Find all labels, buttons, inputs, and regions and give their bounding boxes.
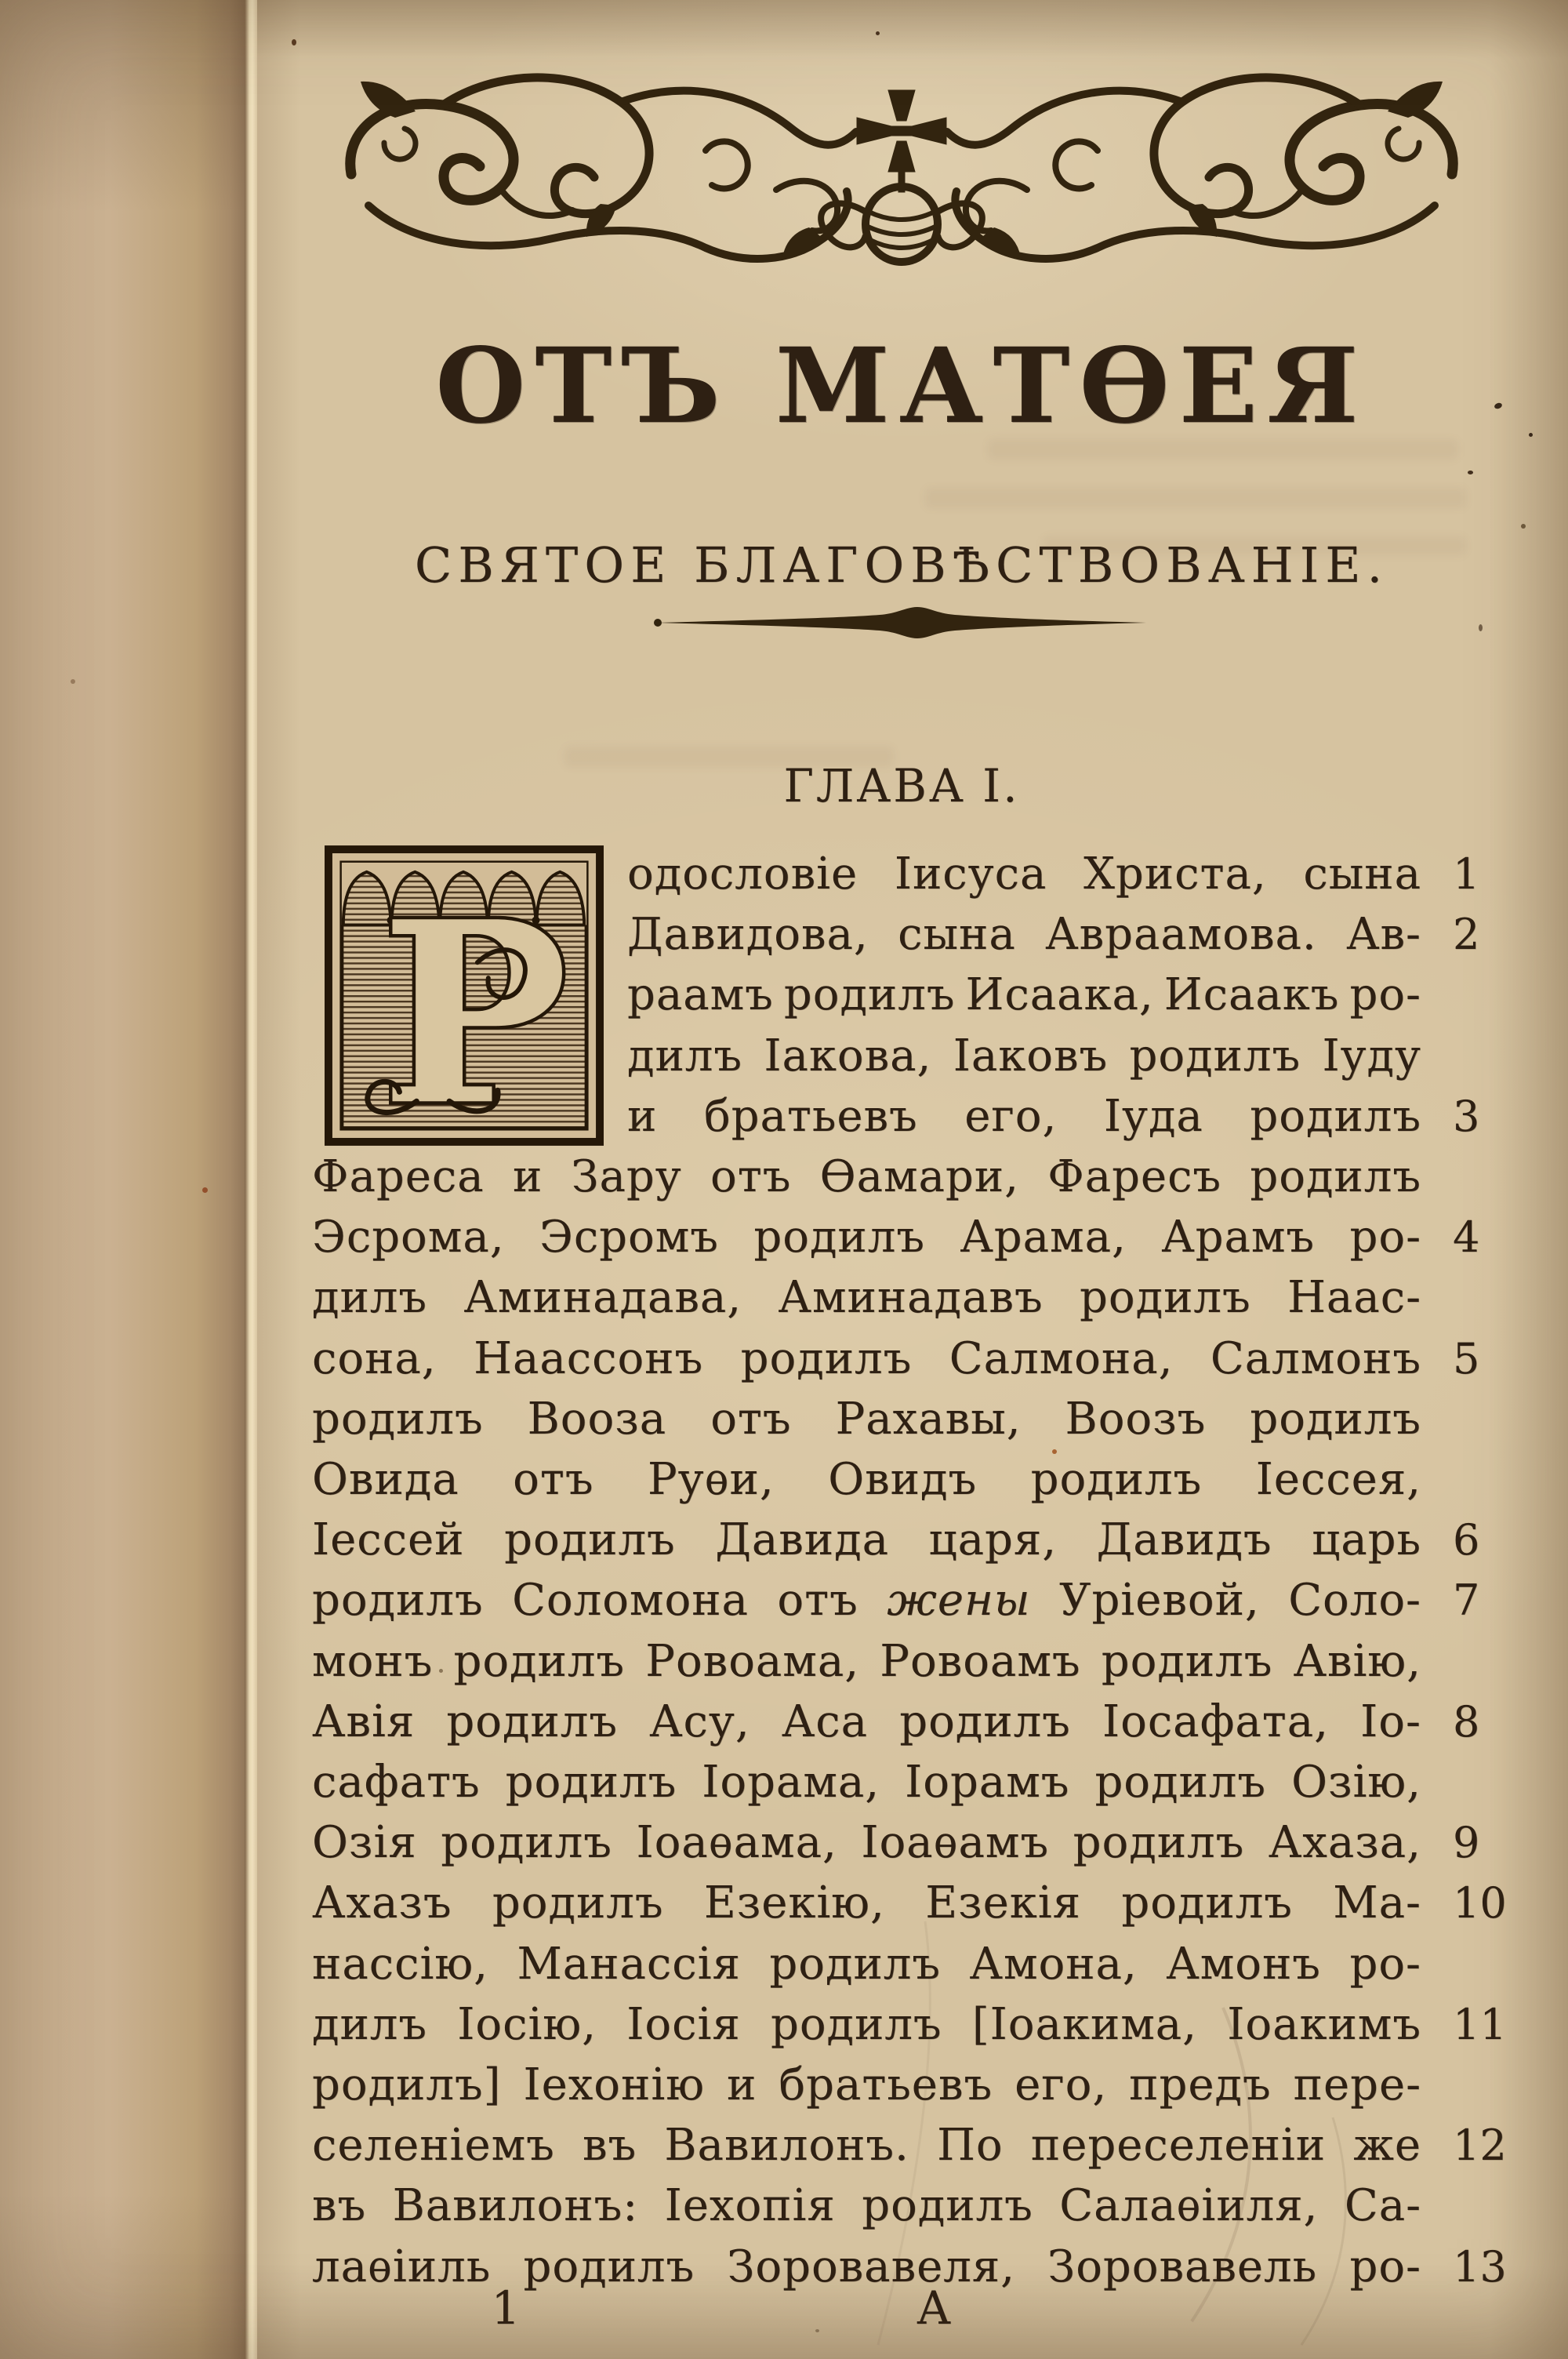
word: Соло-	[1288, 1575, 1421, 1626]
word: родилъ	[312, 1394, 484, 1445]
word: Іехонію	[523, 2059, 705, 2110]
word: Христа,	[1083, 849, 1267, 900]
paper-speck	[292, 39, 296, 45]
word: Соломона	[512, 1575, 749, 1626]
word: Исаака,	[965, 969, 1154, 1020]
text-line	[312, 1692, 1421, 1752]
footer-signature-number: 1	[491, 2281, 521, 2335]
word: родилъ	[1250, 1091, 1421, 1142]
word: Асу,	[649, 1696, 750, 1747]
text-line	[312, 1510, 1421, 1570]
word: родилъ	[1073, 1817, 1245, 1868]
word: Іуду	[1322, 1030, 1421, 1081]
text-line	[312, 1449, 1421, 1510]
word: Наас-	[1287, 1272, 1421, 1323]
word: Са-	[1344, 2180, 1421, 2231]
word: дилъ	[312, 1999, 428, 2050]
book-subtitle: СВЯТОЕ БЛАГОВѢСТВОВАНІЕ.	[414, 536, 1389, 594]
word: родилъ]	[312, 2059, 502, 2110]
word: Ав-	[1346, 909, 1421, 960]
word: ро-	[1349, 1939, 1421, 1990]
word: родилъ	[770, 1999, 942, 2050]
word: родилъ	[740, 1333, 913, 1384]
paper-speck	[439, 1669, 443, 1673]
word: и	[727, 2059, 757, 2110]
word: родилъ	[862, 2180, 1033, 2231]
paper-speck	[1052, 1449, 1057, 1454]
word: родилъ	[441, 1817, 612, 1868]
word: Вооза	[527, 1394, 667, 1445]
word: Іисуса	[894, 849, 1047, 900]
verse-number: 8	[1453, 1697, 1480, 1747]
word: монъ	[312, 1636, 434, 1687]
word: Фареса	[312, 1151, 485, 1202]
word: Авія	[312, 1696, 416, 1747]
word: Іорама,	[702, 1757, 880, 1808]
word: лаѳіиль	[312, 2241, 492, 2292]
word: Авраамова.	[1045, 909, 1317, 960]
word: братьевъ	[703, 1091, 918, 1142]
word: Эсромъ	[539, 1212, 719, 1263]
paper-speck	[1529, 433, 1533, 437]
word: ро-	[1349, 969, 1421, 1020]
word: отъ	[513, 1454, 594, 1505]
word: Іоаѳамъ	[861, 1817, 1050, 1868]
word: Руѳи,	[648, 1454, 775, 1505]
text-line	[312, 1389, 1421, 1449]
word: родилъ	[753, 1212, 925, 1263]
word: отъ	[710, 1394, 792, 1445]
paper-speck	[815, 2329, 819, 2332]
word: царя,	[928, 1514, 1058, 1565]
word: ро-	[1349, 1212, 1421, 1263]
word: Аминадавъ	[778, 1272, 1044, 1323]
word: Зоровавеля,	[727, 2241, 1015, 2292]
verse-number: 13	[1453, 2242, 1507, 2292]
word: сона,	[312, 1333, 437, 1384]
text-line	[312, 1570, 1421, 1630]
word: Зоровавель	[1047, 2241, 1318, 2292]
word: родилъ	[446, 1696, 618, 1747]
text-line	[312, 1752, 1421, 1812]
word: Овида	[312, 1454, 459, 1505]
word: Ма-	[1333, 1877, 1421, 1928]
word: жены	[887, 1575, 1031, 1626]
word: Манассія	[517, 1939, 741, 1990]
word: По	[937, 2120, 1004, 2171]
word: Арама,	[960, 1212, 1127, 1263]
word: родилъ	[453, 1636, 626, 1687]
word: Салмона,	[949, 1333, 1174, 1384]
word: Іуда	[1103, 1091, 1203, 1142]
word: Ахазъ	[312, 1877, 452, 1928]
text-line	[312, 2115, 1421, 2175]
footer-signature-letter: А	[916, 2281, 951, 2335]
word: Ровоамъ	[880, 1636, 1081, 1687]
text-line	[312, 1267, 1421, 1328]
text-line	[627, 1026, 1421, 1086]
word: родилъ	[1030, 1454, 1203, 1505]
word: сына	[898, 909, 1016, 960]
word: родилъ	[1094, 1757, 1267, 1808]
word: отъ	[710, 1151, 792, 1202]
paper-speck	[71, 679, 75, 684]
verse-number: 5	[1453, 1334, 1480, 1383]
word: родилъ	[783, 969, 956, 1020]
verse-number: 1	[1453, 849, 1480, 899]
word: Арамъ	[1161, 1212, 1316, 1263]
word: Іосію,	[457, 1999, 597, 2050]
word: Озію,	[1291, 1757, 1421, 1808]
word: родилъ	[769, 1939, 941, 1990]
word: дилъ	[627, 1030, 743, 1081]
word: и	[512, 1151, 543, 1202]
word: Давида	[715, 1514, 889, 1565]
word: родилъ	[1080, 1272, 1251, 1323]
word: Вавилонъ:	[392, 2180, 639, 2231]
word: Іессея,	[1255, 1454, 1421, 1505]
word: родилъ	[523, 2241, 695, 2292]
word: селеніемъ	[312, 2120, 555, 2171]
word: Зару	[571, 1151, 682, 1202]
text-line	[312, 1631, 1421, 1692]
word: Озія	[312, 1817, 417, 1868]
word: въ	[312, 2180, 367, 2231]
word: Іосафата,	[1102, 1696, 1329, 1747]
word: Фаресъ	[1047, 1151, 1222, 1202]
word: Наассонъ	[474, 1333, 704, 1384]
verse-number: 2	[1453, 910, 1480, 959]
word: Іоакимъ	[1227, 1999, 1421, 2050]
word: [Іоакима,	[971, 1999, 1197, 2050]
word: Давидова,	[627, 909, 869, 960]
verse-number: 3	[1453, 1092, 1480, 1141]
word: Салаѳіиля,	[1059, 2180, 1319, 2231]
word: Эсрома,	[312, 1212, 505, 1263]
verse-number: 7	[1453, 1576, 1480, 1625]
word: братьевъ	[779, 2059, 993, 2110]
word: Іоаѳама,	[636, 1817, 837, 1868]
word: Аса	[781, 1696, 869, 1747]
word: Ровоама,	[645, 1636, 860, 1687]
text-line	[312, 2055, 1421, 2115]
word: и	[627, 1091, 658, 1142]
word: царь	[1312, 1514, 1421, 1565]
word: Салмонъ	[1210, 1333, 1421, 1384]
verse-number: 4	[1453, 1212, 1480, 1262]
word: Вавилонъ.	[664, 2120, 909, 2171]
word: родилъ	[1101, 1636, 1273, 1687]
paper-speck	[1468, 471, 1473, 474]
word: же	[1353, 2120, 1421, 2171]
text-line	[312, 2175, 1421, 2236]
text-line	[312, 1994, 1421, 2055]
word: Уріевой,	[1058, 1575, 1260, 1626]
word: Езекія	[925, 1877, 1082, 1928]
book-title: ОТЪ МАТѲЕЯ	[435, 325, 1368, 447]
text-line	[312, 1873, 1421, 1933]
text-line	[312, 1207, 1421, 1267]
text-line	[312, 1147, 1421, 1207]
word: родилъ	[899, 1696, 1071, 1747]
word: родилъ	[312, 1575, 484, 1626]
word: нассію,	[312, 1939, 488, 1990]
word: дилъ	[312, 1272, 428, 1323]
word: одословіе	[627, 849, 858, 900]
word: Овидъ	[828, 1454, 978, 1505]
word: Іорамъ	[905, 1757, 1070, 1808]
word: въ	[583, 2120, 637, 2171]
text-line	[312, 1934, 1421, 1994]
drop-cap-letter: Р	[380, 867, 568, 1146]
word: Исаакъ	[1163, 969, 1340, 1020]
verse-number: 6	[1453, 1515, 1480, 1565]
word: Рахавы,	[835, 1394, 1022, 1445]
word: родилъ	[1250, 1151, 1421, 1202]
word: его,	[964, 1091, 1058, 1142]
word: отъ	[777, 1575, 858, 1626]
word: Ахаза,	[1268, 1817, 1421, 1868]
word: Іессей	[312, 1514, 465, 1565]
paper-speck	[1521, 524, 1526, 529]
verse-number: 12	[1453, 2121, 1507, 2170]
paper-speck	[1479, 624, 1483, 631]
text-line	[627, 1086, 1421, 1147]
word: родилъ	[492, 1877, 664, 1928]
text-line	[312, 1329, 1421, 1389]
word: Езекію,	[703, 1877, 885, 1928]
word: Давидъ	[1096, 1514, 1272, 1565]
word: Аминадава,	[463, 1272, 742, 1323]
word: предъ	[1129, 2059, 1272, 2110]
word: Іакова,	[764, 1030, 932, 1081]
word: родилъ	[1129, 1030, 1301, 1081]
verse-number: 9	[1453, 1818, 1480, 1867]
word: Амона,	[969, 1939, 1138, 1990]
word: Ѳамари,	[819, 1151, 1019, 1202]
word: сафатъ	[312, 1757, 481, 1808]
word: сына	[1303, 849, 1421, 900]
text-line	[312, 1812, 1421, 1873]
word: раамъ	[627, 969, 774, 1020]
text-line	[627, 965, 1421, 1025]
word: Амонъ	[1166, 1939, 1321, 1990]
chapter-heading: ГЛАВА I.	[783, 759, 1020, 812]
word: Авію,	[1293, 1636, 1421, 1687]
verse-number: 10	[1453, 1878, 1507, 1928]
word: Іо-	[1360, 1696, 1421, 1747]
word: Іехопія	[664, 2180, 836, 2231]
word: его,	[1014, 2059, 1108, 2110]
paper-speck	[876, 31, 880, 35]
word: пере-	[1293, 2059, 1421, 2110]
word: Іаковъ	[953, 1030, 1109, 1081]
text-line	[627, 904, 1421, 965]
word: переселеніи	[1030, 2120, 1327, 2171]
word: родилъ	[1121, 1877, 1293, 1928]
text-line	[627, 844, 1421, 904]
word: ро-	[1349, 2241, 1421, 2292]
word: родилъ	[1250, 1394, 1421, 1445]
word: Воозъ	[1065, 1394, 1207, 1445]
word: Іосія	[626, 1999, 741, 2050]
verse-number: 11	[1453, 2000, 1507, 2049]
word: родилъ	[505, 1757, 677, 1808]
word: родилъ	[504, 1514, 676, 1565]
paper-speck	[202, 1187, 208, 1193]
